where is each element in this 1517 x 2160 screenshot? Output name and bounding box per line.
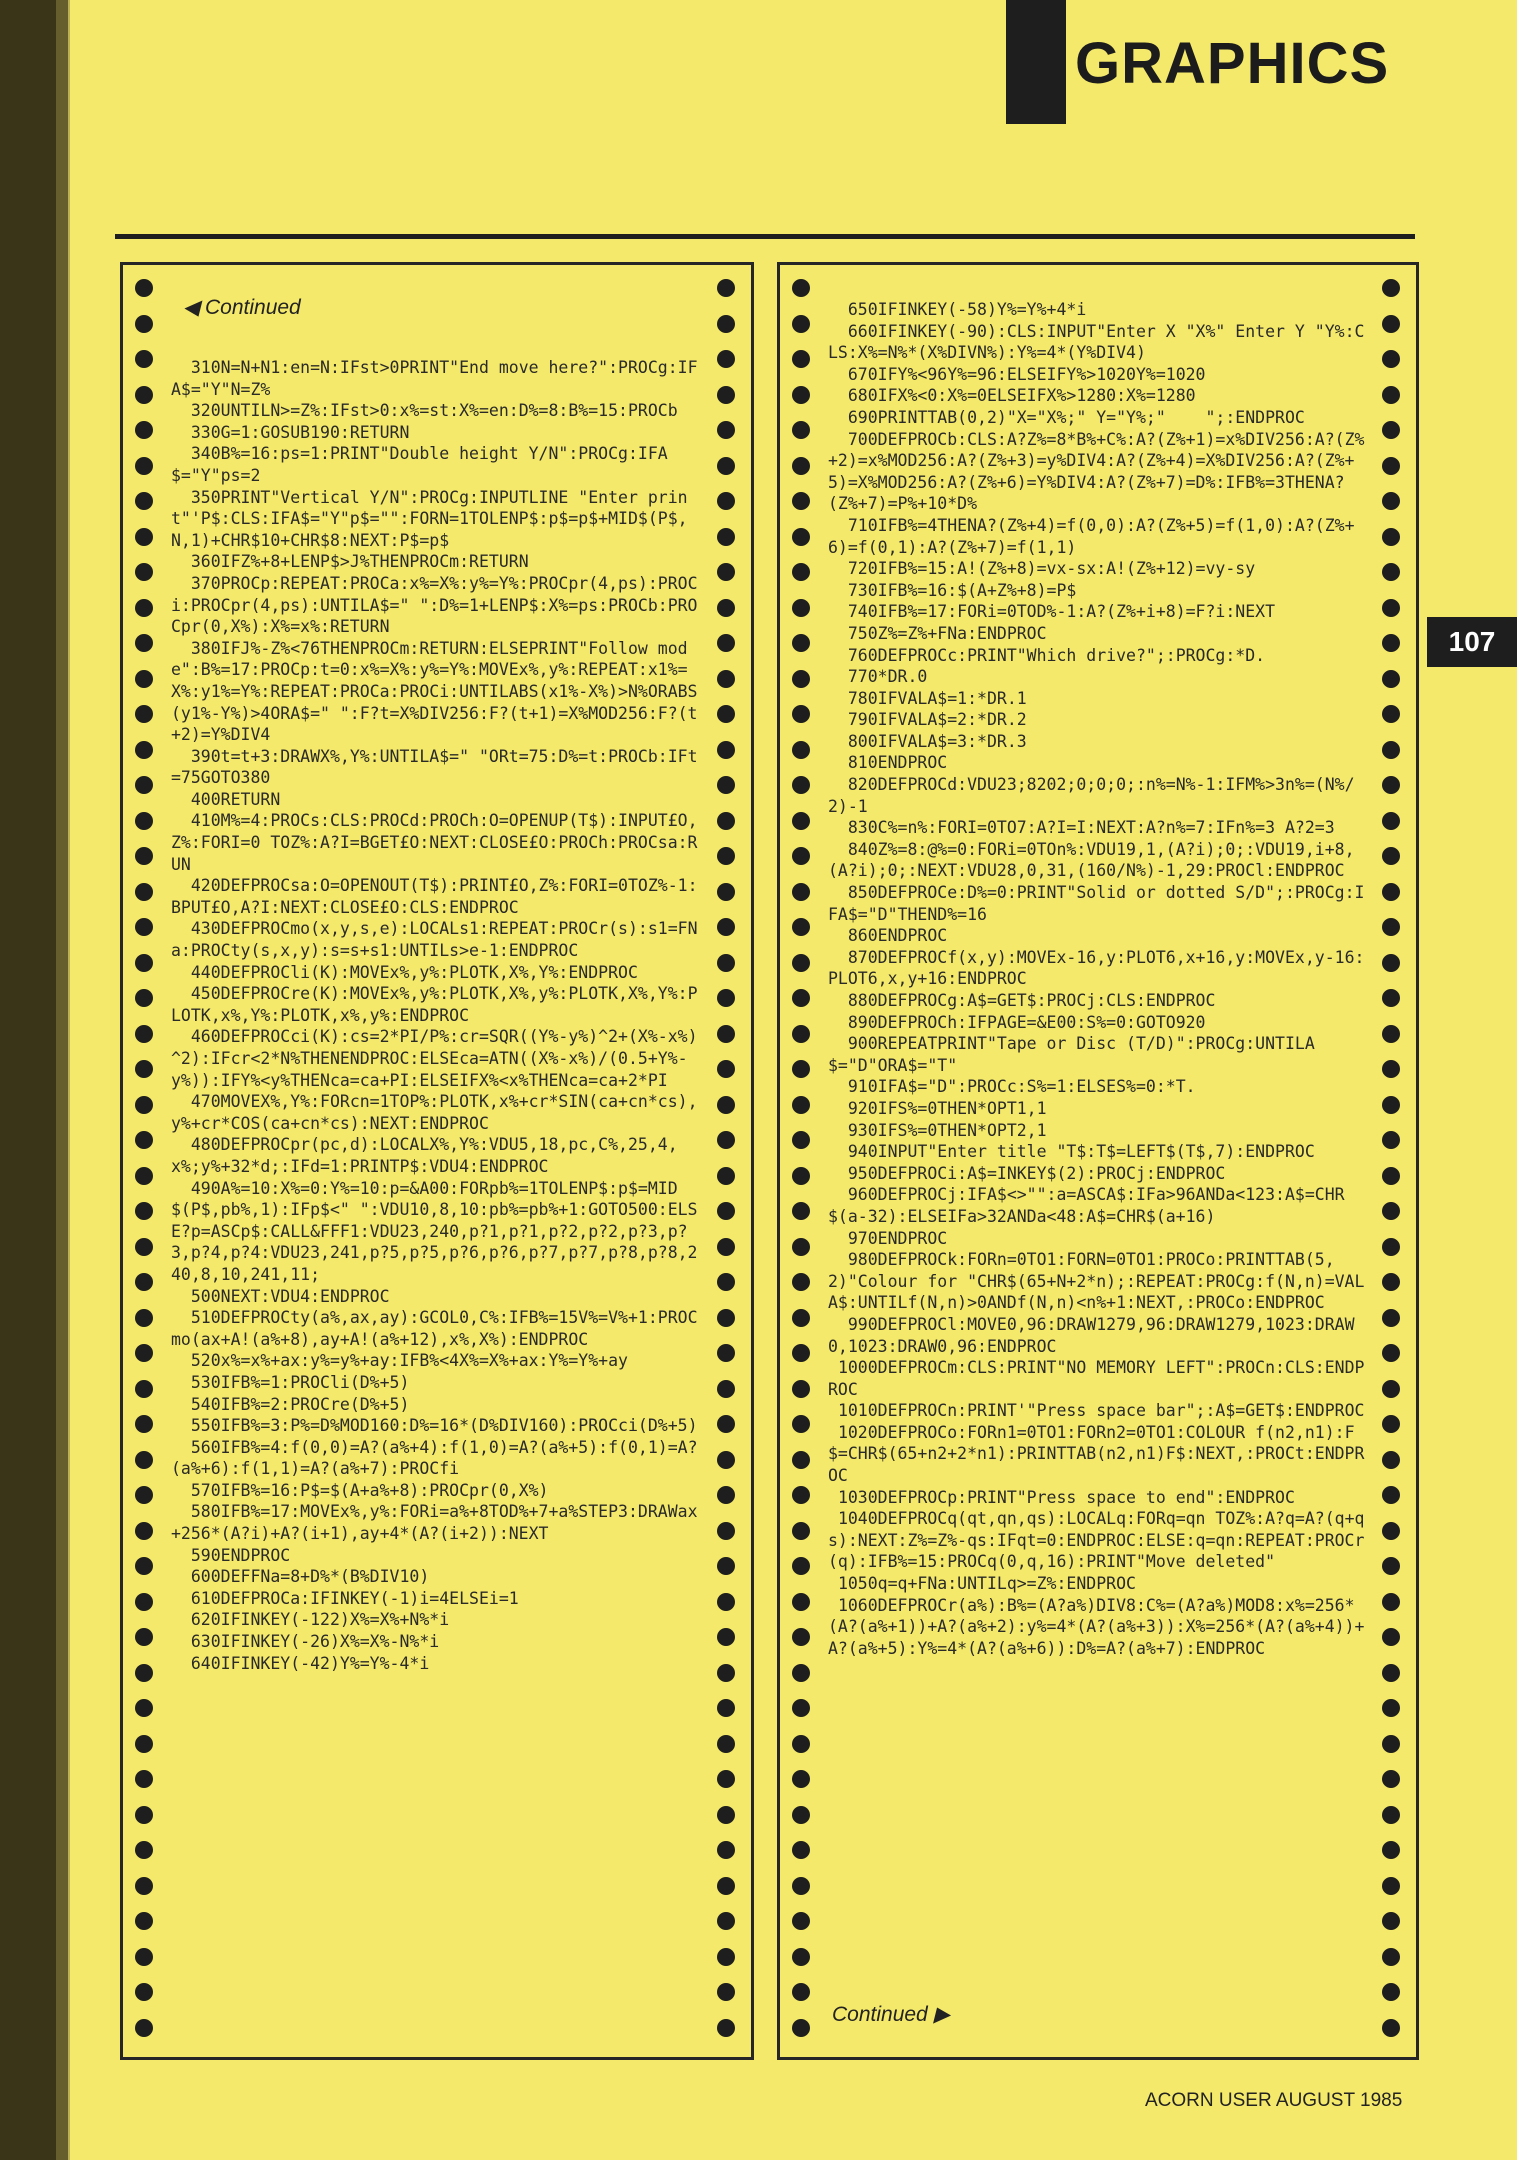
sprocket-hole xyxy=(135,1380,153,1398)
sprocket-hole xyxy=(717,1451,735,1469)
sprocket-hole xyxy=(135,634,153,652)
sprocket-hole xyxy=(1382,350,1400,368)
sprocket-hole xyxy=(792,1557,810,1575)
sprocket-holes-left xyxy=(135,265,157,2057)
sprocket-hole xyxy=(792,847,810,865)
sprocket-hole xyxy=(1382,1238,1400,1256)
sprocket-holes-right xyxy=(1382,265,1404,2057)
sprocket-hole xyxy=(135,847,153,865)
sprocket-hole xyxy=(717,883,735,901)
sprocket-hole xyxy=(792,1593,810,1611)
sprocket-hole xyxy=(135,1273,153,1291)
sprocket-hole xyxy=(1382,741,1400,759)
sprocket-hole xyxy=(717,1593,735,1611)
sprocket-hole xyxy=(135,776,153,794)
sprocket-hole xyxy=(717,1344,735,1362)
sprocket-hole xyxy=(135,1309,153,1327)
sprocket-hole xyxy=(1382,315,1400,333)
sprocket-hole xyxy=(1382,1202,1400,1220)
sprocket-hole xyxy=(792,492,810,510)
sprocket-hole xyxy=(717,1096,735,1114)
sprocket-hole xyxy=(792,1983,810,2001)
sprocket-hole xyxy=(1382,1451,1400,1469)
sprocket-hole xyxy=(792,1877,810,1895)
sprocket-hole xyxy=(135,457,153,475)
sprocket-hole xyxy=(1382,279,1400,297)
sprocket-hole xyxy=(717,1770,735,1788)
sprocket-hole xyxy=(792,812,810,830)
sprocket-hole xyxy=(135,1167,153,1185)
sprocket-hole xyxy=(1382,563,1400,581)
sprocket-hole xyxy=(135,1557,153,1575)
sprocket-hole xyxy=(792,918,810,936)
sprocket-hole xyxy=(792,1380,810,1398)
sprocket-hole xyxy=(135,563,153,581)
sprocket-hole xyxy=(1382,1025,1400,1043)
sprocket-hole xyxy=(792,1451,810,1469)
sprocket-hole xyxy=(717,1486,735,1504)
sprocket-hole xyxy=(1382,1167,1400,1185)
sprocket-hole xyxy=(135,705,153,723)
sprocket-hole xyxy=(1382,1309,1400,1327)
sprocket-hole xyxy=(792,563,810,581)
sprocket-hole xyxy=(717,492,735,510)
sprocket-hole xyxy=(717,386,735,404)
sprocket-hole xyxy=(135,1948,153,1966)
sprocket-hole xyxy=(1382,954,1400,972)
sprocket-hole xyxy=(792,315,810,333)
sprocket-hole xyxy=(717,1025,735,1043)
sprocket-hole xyxy=(135,1841,153,1859)
program-listing-right: 650IFINKEY(-58)Y%=Y%+4*i 660IFINKEY(-90):CLS:INPUT"Enter X "X%" Enter Y "Y%:CLS:X%=N%*(X%DIVN%):Y%=4*(Y%DIV4) 670IFY%<96Y%=96:ELSEIFY%>1020Y%=1020 680IFX%<0:X%=0ELSEIFX%>1280:X%=1280 690PRINTTAB(0,2)"X="X%;" Y="Y%;" ";:ENDPROC 700DEFPROCb:CLS:A?Z%=8*B%+C%:A?(Z%+1)=x%DIV256:A?(Z%+2)=x%MOD256:A?(Z%+3)=y%DIV4:A?(Z%+4)=X%DIV256:A?(Z%+5)=X%MOD256:A?(Z%+6)=Y%DIV4:A?(Z%+7)=D%:IFB%=3THENA?(Z%+7)=P%+10*D% 710IFB%=4THENA?(Z%+4)=f(0,0):A?(Z%+5)=f(1,0):A?(Z%+6)=f(0,1):A?(Z%+7)=f(1,1) 720IFB%=15:A!(Z%+8)=vx-sx:A!(Z%+12)=vy-sy 730IFB%=16:$(A+Z%+8)=P$ 740IFB%=17:FORi=0TOD%-1:A?(Z%+i+8)=F?i:NEXT 750Z%=Z%+FNa:ENDPROC 760DEFPROCc:PRINT"Which drive?";:PROCg:*D. 770*DR.0 780IFVALA$=1:*DR.1 790IFVALA$=2:*DR.2 800IFVALA$=3:*DR.3 810ENDPROC 820DEFPROCd:VDU23;8202;0;0;0;:n%=N%-1:IFM%>3n%=(N%/2)-1 830C%=n%:FORI=0TO7:A?I=I:NEXT:A?n%=7:IFn%=3 A?2=3 840Z%=8:@%=0:FORi=0TOn%:VDU19,1,(A?i);0;:VDU19,i+8,(A?i);0;:NEXT:VDU28,0,31,(160/N%)-1,29:PROCl:ENDPROC 850DEFPROCe:D%=0:PRINT"Solid or dotted S/D";:PROCg:IFA$="D"THEND%=16 860ENDPROC 870DEFPROCf(x,y):MOVEx-16,y:PLOT6,x+16,y:MOVEx,y-16:PLOT6,x,y+16:ENDPROC 880DEFPROCg:A$=GET$:PROCj:CLS:ENDPROC 890DEFPROCh:IFPAGE=&E00:S%=0:GOTO920 900REPEATPRINT"Tape or Disc (T/D)":PROCg:UNTILA$="D"ORA$="T" 910IFA$="D":PROCc:S%=1:ELSES%=0:*T. 920IFS%=0THEN*OPT1,1 930IFS%=0THEN*OPT2,1 940INPUT"Enter title "T$:T$=LEFT$(T$,7):ENDPROC 950DEFPROCi:A$=INKEY$(2):PROCj:ENDPROC 960DEFPROCj:IFA$<>"":a=ASCA$:IFa>96ANDa<123:A$=CHR$(a-32):ELSEIFa>32ANDa<48:A$=CHR$(a+16) 970ENDPROC 980DEFPROCk:FORn=0TO1:FORN=0TO1:PROCo:PRINTTAB(5,2)"Colour for "CHR$(65+N+2*n);:REPEAT:PROCg:f(N,n)=VALA$:UNTILf(N,n)>0ANDf(N,n)<n%+1:NEXT,:PROCo:ENDPROC 990DEFPROCl:MOVE0,96:DRAW1279,96:DRAW1279,1023:DRAW0,1023:DRAW0,96:ENDPROC 1000DEFPROCm:CLS:PRINT"NO MEMORY LEFT":PROCn:CLS:ENDPROC 1010DEFPROCn:PRINT'"Press space bar";:A$=GET$:ENDPROC 1020DEFPROCo:FORn1=0TO1:FORn2=0TO1:COLOUR f(n2,n1):F$=CHR$(65+n2+2*n1):PRINTTAB(n2,n1)F$:NEXT,:PROCt:ENDPROC 1030DEFPROCp:PRINT"Press space to end":ENDPROC 1040DEFPROCq(qt,qn,qs):LOCALq:FORq=qn TOZ%:A?q=A?(q+qs):NEXT:Z%=Z%-qs:IFqt=0:ENDPROC:ELSE:q=qn:REPEAT:PROCr(q):IFB%=15:PROCq(0,q,16):PRINT"Move deleted" 1050q=q+FNa:UNTILq>=Z%:ENDPROC 1060DEFPROCr(a%):B%=(A?a%)DIV8:C%=(A?a%)MOD8:x%=256*(A?(a%+1))+A?(a%+2):y%=4*(A?(a%+3)):X%=256*(A?(a%+4))+A?(a%+5):Y%=4*(A?(a%+6)):D%=A?(a%+7):ENDPROC xyxy=(828,300,1365,1658)
sprocket-hole xyxy=(1382,670,1400,688)
sprocket-hole xyxy=(792,954,810,972)
sprocket-hole xyxy=(717,705,735,723)
sprocket-hole xyxy=(792,1096,810,1114)
sprocket-hole xyxy=(1382,1912,1400,1930)
sprocket-hole xyxy=(717,457,735,475)
sprocket-hole xyxy=(1382,1131,1400,1149)
sprocket-hole xyxy=(792,1131,810,1149)
sprocket-hole xyxy=(792,421,810,439)
page-number-tab xyxy=(1427,617,1517,667)
sprocket-hole xyxy=(792,705,810,723)
sprocket-hole xyxy=(1382,1522,1400,1540)
sprocket-hole xyxy=(792,1344,810,1362)
sprocket-hole xyxy=(792,1273,810,1291)
sprocket-hole xyxy=(792,1025,810,1043)
sprocket-hole xyxy=(1382,1593,1400,1611)
sprocket-hole xyxy=(1382,528,1400,546)
sprocket-hole xyxy=(1382,1273,1400,1291)
sprocket-hole xyxy=(792,1664,810,1682)
sprocket-hole xyxy=(717,741,735,759)
program-listing-left: 310N=N+N1:en=N:IFst>0PRINT"End move here?":PROCg:IFA$="Y"N=Z% 320UNTILN>=Z%:IFst>0:x%=st:X%=en:D%=8:B%=15:PROCb 330G=1:GOSUB190:RETURN 340B%=16:ps=1:PRINT"Double height Y/N":PROCg:IFA$="Y"ps=2 350PRINT"Vertical Y/N":PROCg:INPUTLINE "Enter print"'P$:CLS:IFA$="Y"p$="":FORN=1TOLENP$:p$=p$+MID$(P$,N,1)+CHR$10+CHR$8:NEXT:P$=p$ 360IFZ%+8+LENP$>J%THENPROCm:RETURN 370PROCp:REPEAT:PROCa:x%=X%:y%=Y%:PROCpr(4,ps):PROCi:PROCpr(4,ps):UNTILA$=" ":D%=1+LENP$:X%=ps:PROCb:PROCpr(0,X%):X%=x%:RETURN 380IFJ%-Z%<76THENPROCm:RETURN:ELSEPRINT"Follow mode":B%=17:PROCp:t=0:x%=X%:y%=Y%:MOVEx%,y%:REPEAT:x1%=X%:y1%=Y%:REPEAT:PROCa:PROCi:UNTILABS(x1%-X%)>N%ORABS(y1%-Y%)>4ORA$=" ":F?t=X%DIV256:F?(t+1)=X%MOD256:F?(t+2)=Y%DIV4 390t=t+3:DRAWX%,Y%:UNTILA$=" "ORt=75:D%=t:PROCb:IFt=75GOTO380 400RETURN 410M%=4:PROCs:CLS:PROCd:PROCh:O=OPENUP(T$):INPUT£O,Z%:FORI=0 TOZ%:A?I=BGET£O:NEXT:CLOSE£O:PROCh:PROCsa:RUN 420DEFPROCsa:O=OPENOUT(T$):PRINT£O,Z%:FORI=0TOZ%-1:BPUT£O,A?I:NEXT:CLOSE£O:CLS:ENDPROC 430DEFPROCmo(x,y,s,e):LOCALs1:REPEAT:PROCr(s):s1=FNa:PROCty(s,x,y):s=s+s1:UNTILs>e-1:ENDPROC 440DEFPROCli(K):MOVEx%,y%:PLOTK,X%,Y%:ENDPROC 450DEFPROCre(K):MOVEx%,y%:PLOTK,X%,y%:PLOTK,X%,Y%:PLOTK,x%,Y%:PLOTK,x%,y%:ENDPROC 460DEFPROCci(K):cs=2*PI/P%:cr=SQR((Y%-y%)^2+(X%-x%)^2):IFcr<2*N%THENENDPROC:ELSEca=ATN((X%-x%)/(0.5+Y%-y%)):IFY%<y%THENca=ca+PI:ELSEIFX%<x%THENca=ca+2*PI 470MOVEX%,Y%:FORcn=1TOP%:PLOTK,x%+cr*SIN(ca+cn*cs),y%+cr*COS(ca+cn*cs):NEXT:ENDPROC 480DEFPROCpr(pc,d):LOCALX%,Y%:VDU5,18,pc,C%,25,4,x%;y%+32*d;:IFd=1:PRINTP$:VDU4:ENDPROC 490A%=10:X%=0:Y%=10:p=&A00:FORpb%=1TOLENP$:p$=MID$(P$,pb%,1):IFp$<" ":VDU10,8,10:pb%=pb%+1:GOTO500:ELSE?p=ASCp$:CALL&FFF1:VDU23,240,p?1,p?1,p?2,p?2,p?3,p?3,p?4,p?4:VDU23,241,p?5,p?5,p?6,p?6,p?7,p?7,p?8,p?8,240,8,10,241,11; 500NEXT:VDU4:ENDPROC 510DEFPROCty(a%,ax,ay):GCOL0,C%:IFB%=15V%=V%+1:PROCmo(ax+A!(a%+8),ay+A!(a%+12),x%,X%):ENDPROC 520x%=x%+ax:y%=y%+ay:IFB%<4X%=X%+ax:Y%=Y%+ay 530IFB%=1:PROCli(D%+5) 540IFB%=2:PROCre(D%+5) 550IFB%=3:P%=D%MOD160:D%=16*(D%DIV160):PROCci(D%+5) 560IFB%=4:f(0,0)=A?(a%+4):f(1,0)=A?(a%+5):f(0,1)=A?(a%+6):f(1,1)=A?(a%+7):PROCfi 570IFB%=16:P$=$(A+a%+8):PROCpr(0,X%) 580IFB%=17:MOVEx%,y%:FORi=a%+8TOD%+7+a%STEP3:DRAWax+256*(A?i)+A?(i+1),ay+4*(A?(i+2)):NEXT 590ENDPROC 600DEFFNa=8+D%*(B%DIV10) 610DEFPROCa:IFINKEY(-1)i=4ELSEi=1 620IFINKEY(-122)X%=X%+N%*i 630IFINKEY(-26)X%=X%-N%*i 640IFINKEY(-42)Y%=Y%-4*i xyxy=(171,358,698,1673)
sprocket-hole xyxy=(1382,883,1400,901)
sprocket-hole xyxy=(717,1415,735,1433)
sprocket-holes-right xyxy=(717,265,739,2057)
sprocket-hole xyxy=(717,350,735,368)
sprocket-hole xyxy=(135,918,153,936)
sprocket-hole xyxy=(135,1025,153,1043)
sprocket-hole xyxy=(792,1735,810,1753)
sprocket-hole xyxy=(135,1806,153,1824)
sprocket-hole xyxy=(135,315,153,333)
sprocket-hole xyxy=(717,1131,735,1149)
sprocket-hole xyxy=(135,528,153,546)
sprocket-hole xyxy=(717,315,735,333)
sprocket-hole xyxy=(1382,492,1400,510)
sprocket-hole xyxy=(792,1522,810,1540)
sprocket-hole xyxy=(1382,1096,1400,1114)
sprocket-hole xyxy=(135,1451,153,1469)
sprocket-hole xyxy=(135,954,153,972)
sprocket-hole xyxy=(717,776,735,794)
sprocket-hole xyxy=(717,421,735,439)
sprocket-hole xyxy=(717,918,735,936)
sprocket-hole xyxy=(1382,989,1400,1007)
sprocket-hole xyxy=(135,1628,153,1646)
sprocket-hole xyxy=(717,1806,735,1824)
sprocket-hole xyxy=(792,1167,810,1185)
sprocket-hole xyxy=(135,492,153,510)
sprocket-hole xyxy=(792,1770,810,1788)
listing-panel-right xyxy=(777,262,1419,2060)
sprocket-hole xyxy=(792,1628,810,1646)
binding-shadow xyxy=(56,0,70,2160)
sprocket-hole xyxy=(1382,599,1400,617)
sprocket-hole xyxy=(135,741,153,759)
sprocket-hole xyxy=(717,634,735,652)
sprocket-hole xyxy=(1382,1877,1400,1895)
sprocket-hole xyxy=(792,883,810,901)
sprocket-hole xyxy=(1382,1380,1400,1398)
sprocket-hole xyxy=(1382,1344,1400,1362)
sprocket-hole xyxy=(717,1664,735,1682)
sprocket-hole xyxy=(1382,1735,1400,1753)
sprocket-hole xyxy=(792,2019,810,2037)
sprocket-hole xyxy=(717,1699,735,1717)
sprocket-hole xyxy=(792,1486,810,1504)
sprocket-hole xyxy=(717,2019,735,2037)
magazine-footer: ACORN USER AUGUST 1985 xyxy=(1145,2090,1403,2111)
sprocket-hole xyxy=(1382,812,1400,830)
sprocket-hole xyxy=(1382,1486,1400,1504)
sprocket-hole xyxy=(792,989,810,1007)
sprocket-hole xyxy=(1382,1841,1400,1859)
sprocket-hole xyxy=(792,1948,810,1966)
sprocket-hole xyxy=(1382,1557,1400,1575)
sprocket-hole xyxy=(792,776,810,794)
sprocket-hole xyxy=(1382,1664,1400,1682)
sprocket-hole xyxy=(792,1841,810,1859)
sprocket-hole xyxy=(135,1344,153,1362)
sprocket-holes-left xyxy=(792,265,814,2057)
sprocket-hole xyxy=(717,954,735,972)
sprocket-hole xyxy=(792,1060,810,1078)
sprocket-hole xyxy=(135,386,153,404)
sprocket-hole xyxy=(135,421,153,439)
sprocket-hole xyxy=(1382,634,1400,652)
sprocket-hole xyxy=(135,279,153,297)
sprocket-hole xyxy=(717,1202,735,1220)
sprocket-hole xyxy=(1382,1770,1400,1788)
sprocket-hole xyxy=(1382,918,1400,936)
sprocket-hole xyxy=(717,670,735,688)
sprocket-hole xyxy=(135,1096,153,1114)
sprocket-hole xyxy=(717,563,735,581)
sprocket-hole xyxy=(1382,2019,1400,2037)
sprocket-hole xyxy=(1382,705,1400,723)
sprocket-hole xyxy=(717,1628,735,1646)
sprocket-hole xyxy=(792,634,810,652)
sprocket-hole xyxy=(135,350,153,368)
sprocket-hole xyxy=(1382,847,1400,865)
sprocket-hole xyxy=(792,1415,810,1433)
sprocket-hole xyxy=(717,599,735,617)
continued-label-top: ◀ Continued xyxy=(183,296,301,319)
sprocket-hole xyxy=(1382,1699,1400,1717)
sprocket-hole xyxy=(1382,776,1400,794)
sprocket-hole xyxy=(717,1877,735,1895)
sprocket-hole xyxy=(1382,1060,1400,1078)
sprocket-hole xyxy=(792,670,810,688)
sprocket-hole xyxy=(792,1238,810,1256)
sprocket-hole xyxy=(135,1877,153,1895)
sprocket-hole xyxy=(1382,1983,1400,2001)
sprocket-hole xyxy=(1382,1806,1400,1824)
sprocket-hole xyxy=(135,1415,153,1433)
sprocket-hole xyxy=(135,670,153,688)
sprocket-hole xyxy=(792,599,810,617)
sprocket-hole xyxy=(135,599,153,617)
sprocket-hole xyxy=(717,528,735,546)
listing-panel-left xyxy=(120,262,754,2060)
sprocket-hole xyxy=(135,1060,153,1078)
sprocket-hole xyxy=(135,1699,153,1717)
sprocket-hole xyxy=(135,1770,153,1788)
sprocket-hole xyxy=(717,847,735,865)
sprocket-hole xyxy=(1382,421,1400,439)
sprocket-hole xyxy=(135,883,153,901)
sprocket-hole xyxy=(135,1912,153,1930)
sprocket-hole xyxy=(717,1983,735,2001)
sprocket-hole xyxy=(792,1912,810,1930)
sprocket-hole xyxy=(717,812,735,830)
sprocket-hole xyxy=(135,1238,153,1256)
sprocket-hole xyxy=(1382,457,1400,475)
sprocket-hole xyxy=(717,989,735,1007)
sprocket-hole xyxy=(717,1238,735,1256)
sprocket-hole xyxy=(135,1202,153,1220)
sprocket-hole xyxy=(1382,1628,1400,1646)
sprocket-hole xyxy=(717,1841,735,1859)
sprocket-hole xyxy=(792,1806,810,1824)
sprocket-hole xyxy=(717,1167,735,1185)
sprocket-hole xyxy=(135,1131,153,1149)
sprocket-hole xyxy=(717,1060,735,1078)
sprocket-hole xyxy=(717,1557,735,1575)
section-marker-bar xyxy=(1006,0,1066,124)
sprocket-hole xyxy=(135,1735,153,1753)
sprocket-hole xyxy=(717,1522,735,1540)
sprocket-hole xyxy=(1382,1415,1400,1433)
sprocket-hole xyxy=(135,1486,153,1504)
sprocket-hole xyxy=(135,1522,153,1540)
sprocket-hole xyxy=(717,1912,735,1930)
sprocket-hole xyxy=(717,1735,735,1753)
sprocket-hole xyxy=(717,1273,735,1291)
sprocket-hole xyxy=(717,1309,735,1327)
sprocket-hole xyxy=(792,457,810,475)
sprocket-hole xyxy=(717,1948,735,1966)
sprocket-hole xyxy=(792,1202,810,1220)
sprocket-hole xyxy=(792,1699,810,1717)
sprocket-hole xyxy=(1382,1948,1400,1966)
sprocket-hole xyxy=(792,741,810,759)
header-rule xyxy=(115,234,1415,239)
sprocket-hole xyxy=(792,528,810,546)
sprocket-hole xyxy=(135,1664,153,1682)
sprocket-hole xyxy=(135,1593,153,1611)
continued-label-bottom: Continued ▶ xyxy=(832,2003,950,2026)
sprocket-hole xyxy=(792,350,810,368)
sprocket-hole xyxy=(717,1380,735,1398)
sprocket-hole xyxy=(135,1983,153,2001)
sprocket-hole xyxy=(135,989,153,1007)
page-number: 107 xyxy=(1448,626,1496,657)
sprocket-hole xyxy=(792,279,810,297)
sprocket-hole xyxy=(792,386,810,404)
sprocket-hole xyxy=(792,1309,810,1327)
sprocket-hole xyxy=(1382,386,1400,404)
sprocket-hole xyxy=(135,2019,153,2037)
sprocket-hole xyxy=(135,812,153,830)
section-title: GRAPHICS xyxy=(1075,31,1390,96)
sprocket-hole xyxy=(717,279,735,297)
